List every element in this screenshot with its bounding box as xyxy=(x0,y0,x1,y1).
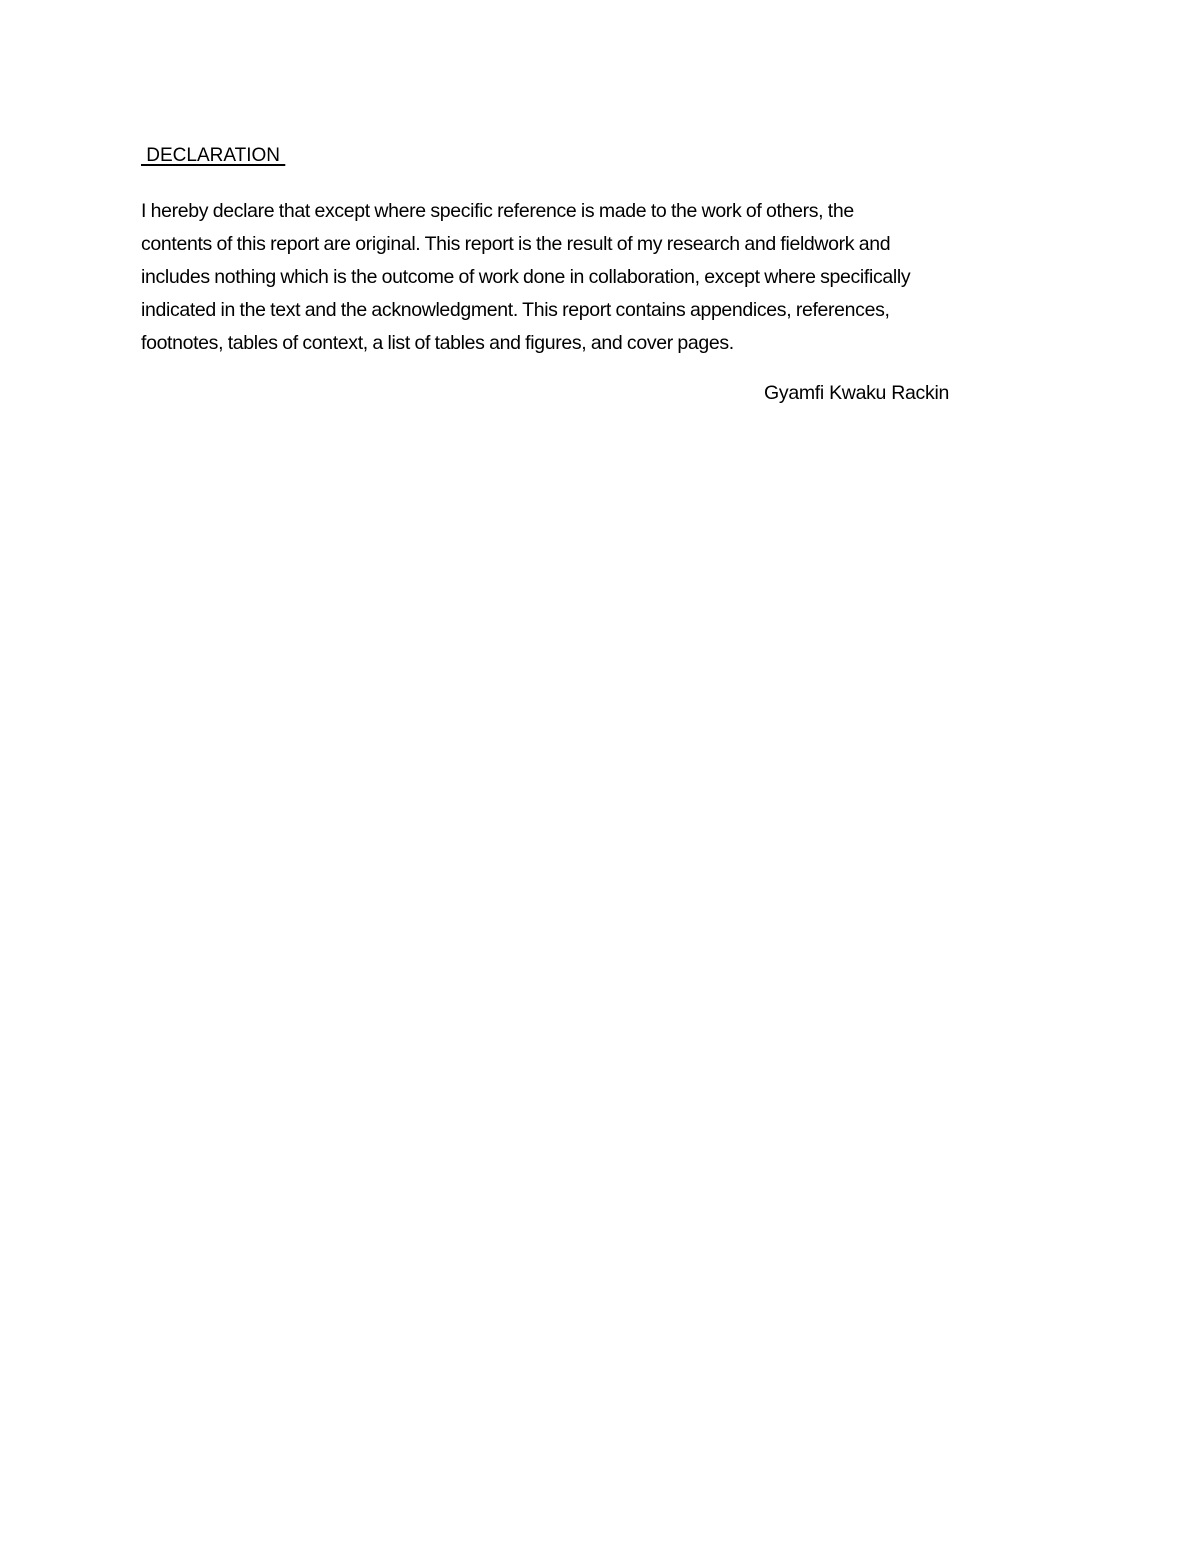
declaration-paragraph xyxy=(141,195,1061,360)
paragraph-line: indicated in the text and the acknowledgment. This report contains appendices, references, xyxy=(141,299,890,321)
paragraph-line: I hereby declare that except where specific reference is made to the work of others, the xyxy=(141,200,854,222)
declaration-heading: DECLARATION xyxy=(141,145,286,166)
signature-name: Gyamfi Kwaku Rackin xyxy=(764,382,950,404)
paragraph-line: contents of this report are original. This report is the result of my research and fieldwork and xyxy=(141,233,891,255)
paragraph-line: footnotes, tables of context, a list of tables and figures, and cover pages. xyxy=(141,332,734,354)
paragraph-line: includes nothing which is the outcome of work done in collaboration, except where specifically xyxy=(141,266,911,288)
